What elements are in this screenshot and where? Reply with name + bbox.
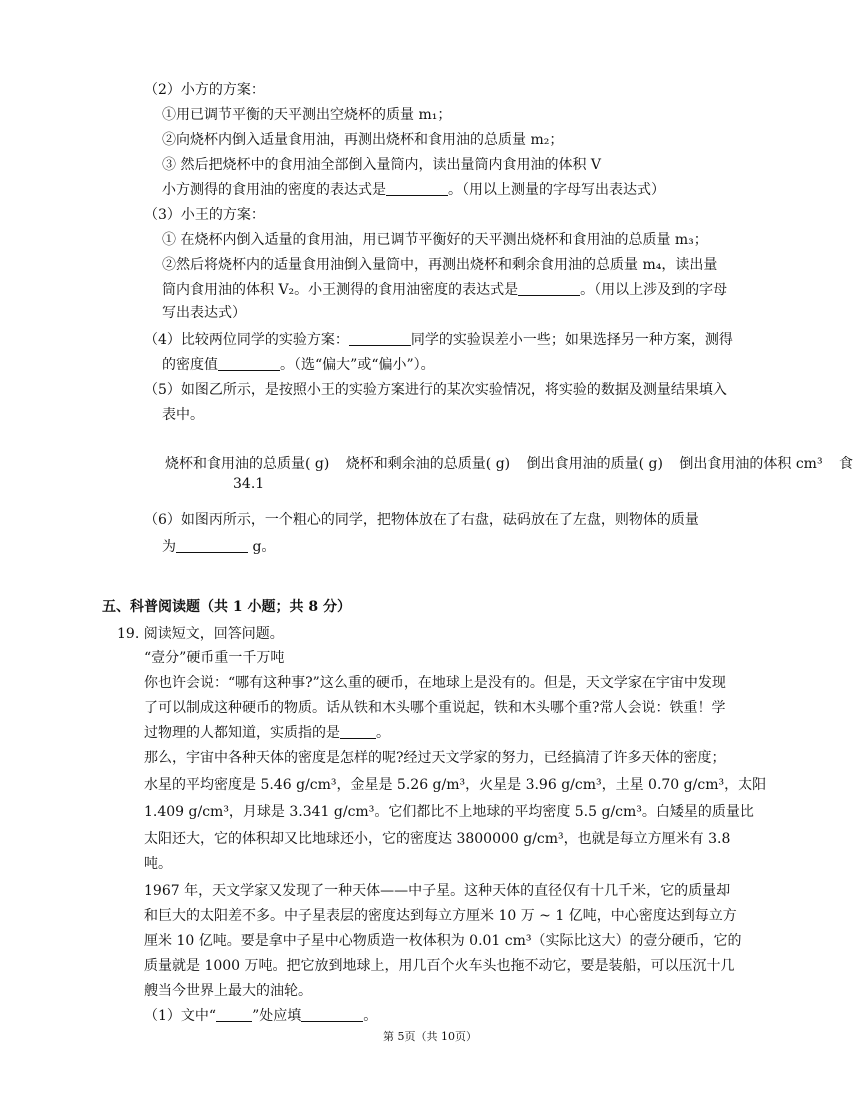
part6-line2 [162, 537, 275, 557]
part3-step2b [162, 280, 727, 300]
answer-blank[interactable] [349, 331, 411, 346]
answer-blank[interactable] [218, 356, 280, 371]
answer-blank[interactable] [386, 181, 448, 196]
table-header-cell: 食 [839, 456, 854, 472]
table-header-cell: 烧杯和剩余油的总质量( g) [345, 456, 511, 472]
section-heading: 五、科普阅读题（共 1 小题；共 8 分） [102, 599, 351, 615]
part6-line1: （6）如图丙所示，一个粗心的同学，把物体放在了右盘，砝码放在了左盘，则物体的质量 [144, 512, 699, 528]
q19-sub1 [144, 1006, 377, 1026]
article-paragraph-line [144, 723, 390, 743]
answer-blank[interactable] [216, 1007, 252, 1022]
article-paragraph-line: 1967 年，天文学家又发现了一种天体——中子星。这种天体的直径仅有十几千米，它的质量却 [144, 883, 731, 899]
table-header-cell: 倒出食用油的质量( g) [526, 456, 663, 472]
answer-blank[interactable] [518, 281, 580, 296]
part6-line2-text: 为 [162, 539, 176, 555]
data-table-header-row [165, 454, 860, 474]
article-paragraph-line: 水星的平均密度是 5.46 g/cm³，金星是 5.26 g/m³，火星是 3.96 g/cm³，土星 0.70 g/cm³，太阳 [144, 777, 767, 793]
article-paragraph-line: 太阳还大，它的体积却又比地球还小，它的密度达 3800000 g/cm³，也就是每立方厘米有 3.8 [144, 831, 731, 847]
table-cell-value: 34.1 [233, 476, 265, 492]
part4-line2-text: 的密度值 [162, 357, 218, 373]
part3-step2c: 写出表达式） [162, 305, 246, 321]
part5-line2: 表中。 [162, 407, 204, 423]
part4-line1 [144, 330, 733, 350]
table-header-cell: 倒出食用油的体积 cm³ [679, 456, 823, 472]
part2-result-text: 小方测得的食用油的密度的表达式是 [162, 182, 386, 198]
part3-step2: ②然后将烧杯内的适量食用油倒入量筒中，再测出烧杯和剩余食用油的总质量 m₄，读出量 [162, 257, 718, 273]
part4-line1-rest: 同学的实验误差小一些；如果选择另一种方案，测得 [410, 332, 733, 348]
q19-sub1-text: ”处应填 [252, 1008, 302, 1024]
article-paragraph-line: 和巨大的太阳差不多。中子星表层的密度达到每立方厘米 10 万 ~ 1 亿吨，中心密度达到每立方 [144, 908, 737, 924]
q19-intro: 19. 阅读短文，回答问题。 [117, 626, 284, 642]
article-paragraph-line: 吨。 [144, 856, 172, 872]
part3-step2b-text: 筒内食用油的体积 V₂。小王测得的食用油密度的表达式是 [162, 282, 519, 298]
article-paragraph-line: 质量就是 1000 万吨。把它放到地球上，用几百个火车头也拖不动它，要是装船，可以压沉十几 [144, 958, 735, 974]
part2-step2: ②向烧杯内倒入适量食用油，再测出烧杯和食用油的总质量 m₂； [162, 132, 564, 148]
answer-blank[interactable] [176, 538, 248, 553]
page-footer: 第 5页（共 10页） [383, 1030, 477, 1043]
article-paragraph-line: 厘米 10 亿吨。要是拿中子星中心物质造一枚体积为 0.01 cm³（实际比这大）的壹分硬币，它的 [144, 933, 742, 949]
article-paragraph-line: 1.409 g/cm³，月球是 3.341 g/cm³。它们都比不上地球的平均密度 5.5 g/cm³。白矮星的质量比 [144, 804, 754, 820]
table-header-cell: 烧杯和食用油的总质量( g) [165, 456, 330, 472]
part2-result-note: 。（用以上测量的字母写出表达式） [448, 182, 665, 198]
article-text: 过物理的人都知道，实质指的是 [144, 725, 340, 741]
q19-sub1-text: 。 [363, 1008, 378, 1024]
part3-step2b-note: 。（用以上涉及到的字母 [580, 282, 728, 298]
article-paragraph-line: 你也许会说：“哪有这种事?”这么重的硬币，在地球上是没有的。但是，天文学家在宇宙中发现 [144, 675, 726, 691]
article-paragraph-line: 艘当今世界上最大的油轮。 [144, 983, 312, 999]
part5-line1: （5）如图乙所示，是按照小王的实验方案进行的某次实验情况，将实验的数据及测量结果填入 [144, 382, 727, 398]
part4-line2 [162, 355, 435, 375]
part2-step3: ③ 然后把烧杯中的食用油全部倒入量筒内，读出量筒内食用油的体积 V [162, 157, 602, 173]
part2-step1: ①用已调节平衡的天平测出空烧杯的质量 m₁； [162, 107, 452, 123]
answer-blank[interactable] [301, 1007, 363, 1022]
part4-line2-rest: 。（选“偏大”或“偏小”）。 [280, 357, 435, 373]
part3-title: （3）小王的方案： [144, 207, 265, 223]
article-title: “壹分”硬币重一千万吨 [144, 650, 285, 666]
q19-sub1-text: （1）文中“ [144, 1008, 217, 1024]
article-paragraph-line: 那么，宇宙中各种天体的密度是怎样的呢?经过天文学家的努力，已经搞清了许多天体的密度； [144, 750, 726, 766]
article-text: 。 [376, 725, 390, 741]
part4-line1-text: （4）比较两位同学的实验方案： [144, 332, 349, 348]
part2-title: （2）小方的方案： [144, 82, 265, 98]
answer-blank[interactable] [340, 724, 376, 739]
article-paragraph-line: 了可以制成这种硬币的物质。话从铁和木头哪个重说起，铁和木头哪个重?常人会说：铁重！学 [144, 700, 726, 716]
part2-result [162, 180, 665, 200]
part3-step1: ① 在烧杯内倒入适量的食用油，用已调节平衡好的天平测出烧杯和食用油的总质量 m₃； [162, 232, 708, 248]
part6-line2-unit: g。 [248, 539, 276, 555]
